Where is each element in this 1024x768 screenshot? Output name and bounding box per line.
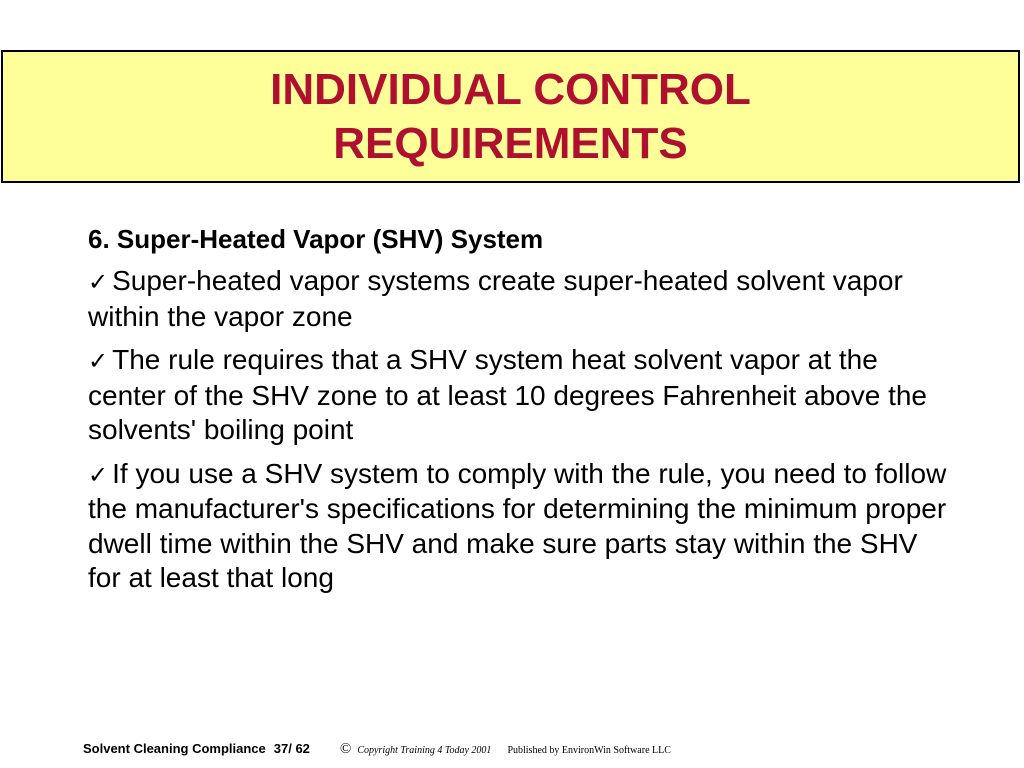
check-icon: ✓ <box>88 460 109 489</box>
footer-page-number: 37/ 62 <box>273 741 310 756</box>
bullet-item-2 <box>88 343 948 448</box>
slide-title: INDIVIDUAL CONTROL REQUIREMENTS <box>270 64 751 168</box>
check-icon: ✓ <box>88 347 109 375</box>
slide-footer <box>83 741 671 761</box>
bullet-text-2: The rule requires that a SHV system heat solvent vapor at the center of the SHV zone to at least 10 degrees Fahrenheit above the solvents' boiling point <box>88 344 927 445</box>
bullet-text-1: Super-heated vapor systems create super-heated solvent vapor within the vapor zone <box>88 265 903 332</box>
bullet-item-3 <box>88 457 948 596</box>
slide-body <box>88 222 948 605</box>
footer-copyright: Copyright Training 4 Today 2001 <box>357 745 492 756</box>
section-heading: 6. Super-Heated Vapor (SHV) System <box>88 224 544 254</box>
copyright-icon: © <box>339 741 352 757</box>
footer-publisher: Published by EnvironWin Software LLC <box>507 745 671 756</box>
title-banner <box>1 50 1020 183</box>
bullet-text-3: If you use a SHV system to comply with the rule, you need to follow the manufacturer's specifications for determining the minimum proper dwell time within the SHV and make sure parts stay within the SHV for at least that long <box>88 457 947 593</box>
check-icon: ✓ <box>88 268 109 296</box>
footer-course-title: Solvent Cleaning Compliance <box>83 741 266 756</box>
bullet-item-1 <box>88 264 948 334</box>
